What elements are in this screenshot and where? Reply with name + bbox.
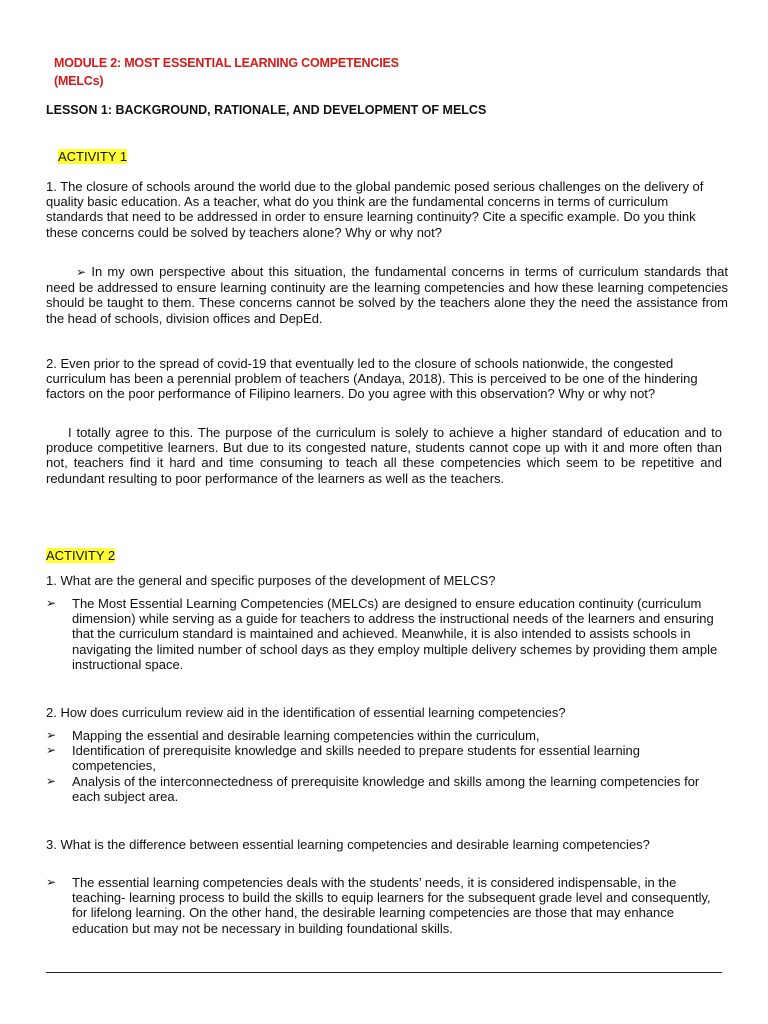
- list-item: [46, 596, 722, 672]
- activity2-answer3-list: [46, 875, 722, 936]
- activity1-question2: 2. Even prior to the spread of covid-19 that eventually led to the closure of schools nationwide, the congested curriculum has been a perennial problem of teachers (Andaya, 2018). This is perceived to be one of the hindering factors on the poor performance of Filipino learners. Do you agree with this observation? Why or why not?: [46, 356, 698, 402]
- list-item-text: The essential learning competencies deals with the students’ needs, it is considered indispensable, in the teaching- learning process to build the skills to equip learners for the subsequent grade level and consequently, for lifelong learning. On the other hand, the desirable learning competencies are those that may enhance education but may not be necessary in building foundational skills.: [72, 875, 711, 936]
- activity2-question2: 2. How does curriculum review aid in the identification of essential learning competencies?: [46, 705, 566, 720]
- arrow-bullet-icon: ➢: [46, 596, 57, 610]
- arrow-bullet-icon: ➢: [46, 773, 57, 788]
- arrow-bullet-icon: ➢: [76, 265, 87, 279]
- arrow-bullet-icon: ➢: [46, 728, 57, 742]
- arrow-bullet-icon: ➢: [46, 875, 57, 889]
- list-item-text: Identification of prerequisite knowledge and skills needed to prepare students for essential learning competencies,: [72, 743, 641, 774]
- list-item: [46, 743, 722, 773]
- activity2-answer2-list: [46, 728, 722, 804]
- activity2-answer1-list: [46, 596, 722, 672]
- module-title-line1: MODULE 2: MOST ESSENTIAL LEARNING COMPETENCIES: [54, 56, 399, 70]
- activity2-heading: [46, 548, 115, 563]
- activity2-label: ACTIVITY 2: [46, 548, 116, 563]
- activity1-label: ACTIVITY 1: [58, 149, 128, 164]
- list-item: [46, 728, 722, 743]
- activity1-answer1-text: In my own perspective about this situation, the fundamental concerns in terms of curriculum standards that need be addressed to ensure learning continuity are the learning competencies and how these learning competencies should be taught to them. These concerns cannot be solved by the teachers alone they the need the assistance from the head of schools, division offices and DepEd.: [46, 264, 728, 326]
- arrow-bullet-icon: ➢: [46, 743, 57, 758]
- activity1-answer2: I totally agree to this. The purpose of the curriculum is solely to achieve a higher standard of education and to produce competitive learners. But due to its congested nature, students cannot cope up with it and more often than not, teachers find it hard and time consuming to teach all these competencies which seem to be repetitive and redundant resulting to poor performance of the learners as well as the teachers.: [46, 425, 722, 486]
- lesson-title: LESSON 1: BACKGROUND, RATIONALE, AND DEVELOPMENT OF MELCS: [46, 103, 487, 117]
- footer-divider: [46, 972, 722, 973]
- activity2-question3: 3. What is the difference between essential learning competencies and desirable learning competencies?: [46, 837, 650, 852]
- list-item: [46, 875, 722, 936]
- activity1-question1: 1. The closure of schools around the world due to the global pandemic posed serious challenges on the delivery of quality basic education. As a teacher, what do you think are the fundamental concerns in terms of curriculum standards that need to be addressed in order to ensure learning continuity? Cite a specific example. Do you think these concerns could be solved by teachers alone? Why or why not?: [46, 179, 704, 240]
- list-item: [46, 774, 722, 804]
- activity2-question1: 1. What are the general and specific purposes of the development of MELCS?: [46, 573, 496, 588]
- list-item-text: Mapping the essential and desirable learning competencies within the curriculum,: [72, 728, 540, 743]
- activity1-answer1: [46, 264, 728, 326]
- module-title: [54, 54, 399, 90]
- list-item-text: The Most Essential Learning Competencies (MELCs) are designed to ensure education continuity (curriculum dimension) while serving as a guide for teachers to address the instructional needs of the learners and ensuring that the curriculum standard is maintained and achieved. Meanwhile, it is also intended to assists schools in navigating the limited number of school days as they employ multiple delivery schemes by providing them ample instructional space.: [72, 596, 718, 672]
- activity1-heading: [58, 149, 127, 164]
- module-title-line2: (MELCs): [54, 74, 104, 88]
- list-item-text: Analysis of the interconnectedness of prerequisite knowledge and skills among the learning competencies for each subject area.: [72, 773, 700, 804]
